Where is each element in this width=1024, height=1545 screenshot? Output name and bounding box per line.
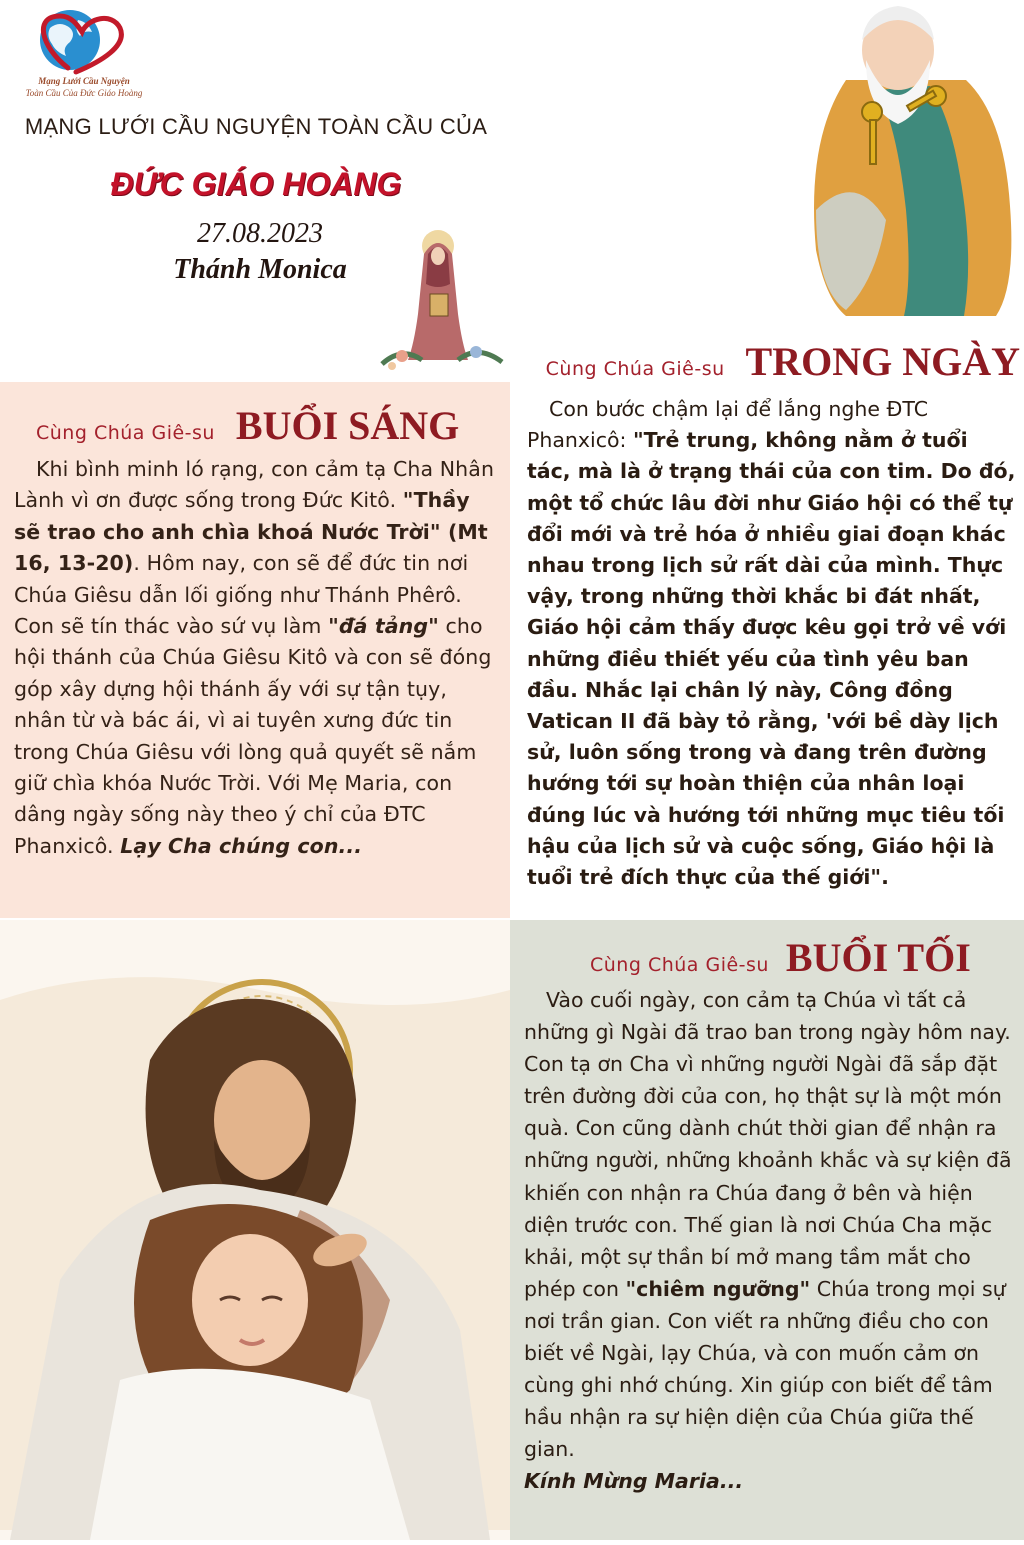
morning-heading-prefix: Cùng Chúa Giê-su — [36, 422, 215, 444]
evening-text-p1: Vào cuối ngày, con cảm tạ Chúa vì tất cả những gì Ngài đã trao ban trong ngày hôm nay. Con tạ ơn Cha vì những người Ngài đã sắp đặt trên đường đời của con, họ thật sự là một món quà. Con cũng dành chút thời gian để nhận ra những người, những khoảnh khắc và sự kiện đã khiến con nhận ra Chúa đang ở bên và hiện diện trước con. Thế gian là nơi Chúa Cha mặc khải, một sự thần bí mở mang tầm mắt cho phép con — [524, 988, 1012, 1301]
org-title-line1: MẠNG LƯỚI CẦU NGUYỆN TOÀN CẦU CỦA — [24, 114, 488, 139]
evening-closing-prayer: Kính Mừng Maria... — [524, 1469, 744, 1494]
day-heading-title: TRONG NGÀY — [745, 339, 1020, 384]
evening-heading — [590, 934, 1010, 981]
morning-text-p2: . Hôm nay, con sẽ để đức tin nơi Chúa Giêsu dẫn lối giống như Thánh Phêrô. Con sẽ tín thác vào sứ vụ làm — [14, 551, 469, 639]
saint-peter-keys-illustration — [786, 0, 1018, 330]
logo-caption-line1: Mạng Lưới Cầu Nguyện — [38, 76, 130, 86]
day-intro: Con bước chậm lại để lắng nghe ĐTC Phanxicô: — [527, 397, 929, 453]
morning-closing-prayer: Lạy Cha chúng con... — [120, 833, 363, 858]
prayer-network-logo — [20, 6, 148, 102]
day-pope-quote: "Trẻ trung, không nằm ở tuổi tác, mà là ở trạng thái của con tim. Do đó, một tổ chức lâu đời như Giáo hội có thể tự đổi mới và trẻ hóa ở nhiều giai đoạn khác nhau trong lịch sử rất dài của mình. Thực vậy, trong những thời khắc bi đát nhất, Giáo hội cảm thấy được kêu gọi trở về với những điều thiết yếu của tình yêu ban đầu. Nhắc lại chân lý này, Công đồng Vatican II đã bày tỏ rằng, 'với bề dày lịch sử, luôn sống trong và đang trên đường hướng tới sự hoàn thiện của nhân loại đúng lúc và hướng tới những mục tiêu tối hậu của lịch sử và cuộc sống, Giáo hội là tuổi trẻ đích thực của thế giới". — [527, 428, 1016, 890]
day-heading-prefix: Cùng Chúa Giê-su — [545, 358, 725, 380]
globe-heart-icon — [20, 6, 148, 76]
evening-text — [524, 984, 1020, 1498]
morning-scripture-quote: "Thầy sẽ trao cho anh chìa khoá Nước Trời" (Mt 16, 13-20) — [14, 488, 488, 576]
morning-emphasis: "đá tảng" — [328, 614, 439, 639]
morning-text-p3: cho hội thánh của Chúa Giêsu Kitô và con sẽ đóng góp xây dựng hội thánh ấy với sự tận tụy, nhân từ và bác ái, vì ai tuyên xưng đức tin trong Chúa Giêsu với lòng quả quyết sẽ nắm giữ chìa khóa Nước Trời. Với Mẹ Maria, con dâng ngày sống này theo ý chỉ của ĐTC Phanxicô. — [14, 614, 492, 858]
day-text — [527, 394, 1017, 893]
saint-monica-illustration — [372, 224, 508, 376]
logo-caption-line2: Toàn Cầu Của Đức Giáo Hoàng — [25, 88, 143, 98]
morning-heading-title: BUỔI SÁNG — [235, 403, 460, 448]
morning-text — [14, 454, 502, 862]
evening-heading-prefix: Cùng Chúa Giê-su — [590, 954, 769, 976]
evening-emphasis: "chiêm ngưỡng" — [625, 1276, 811, 1301]
day-heading — [530, 338, 1020, 385]
evening-text-p2: Chúa trong mọi sự nơi trần gian. Con viết ra những điều cho con biết về Ngài, lạy Chúa, và con muốn cảm ơn cùng ghi nhớ chúng. Xin giúp con biết để tâm hầu nhận ra sự hiện diện của Chúa giữa thế gian. — [524, 1276, 1006, 1462]
morning-text-p1: Khi bình minh ló rạng, con cảm tạ Cha Nhân Lành vì ơn được sống trong Đức Kitô. — [14, 457, 495, 513]
jesus-embrace-illustration — [0, 920, 510, 1540]
morning-heading — [36, 402, 506, 449]
org-title-line2: ĐỨC GIÁO HOÀNG — [110, 166, 402, 202]
date-label: 27.08.2023 — [197, 218, 323, 249]
evening-heading-title: BUỔI TỐI — [785, 935, 971, 980]
saint-of-day: Thánh Monica — [173, 254, 347, 285]
